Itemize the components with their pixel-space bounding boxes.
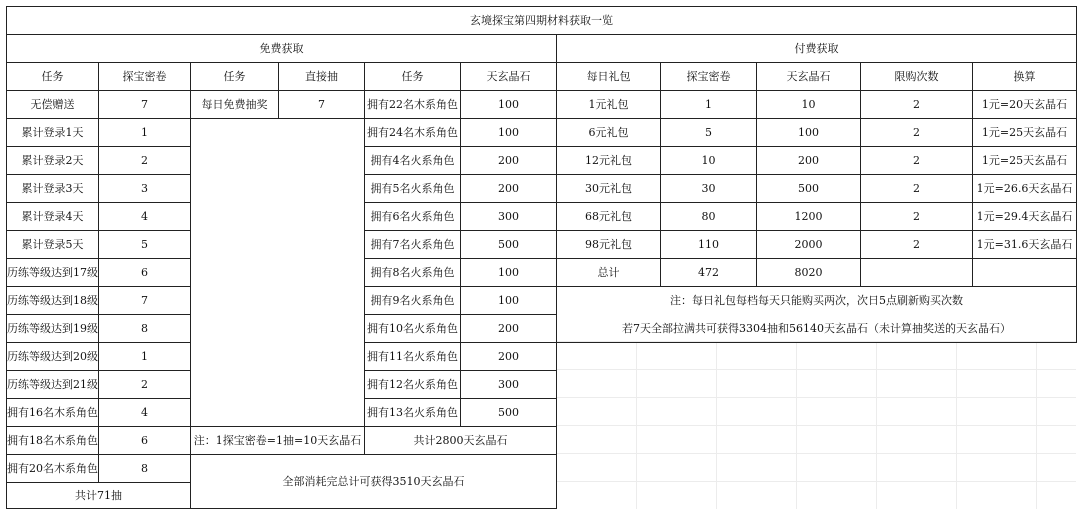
crystal-task-value[interactable]: 200 (460, 174, 557, 203)
crystal-task-value[interactable]: 200 (460, 314, 557, 343)
direct-task-name[interactable]: 每日免费抽奖 (190, 90, 279, 119)
crystal-task-name[interactable]: 拥有22名木系角色 (364, 90, 461, 119)
free-task-scroll[interactable]: 3 (98, 174, 191, 203)
direct-task-value[interactable]: 7 (278, 90, 365, 119)
free-task-name[interactable]: 历练等级达到19级 (6, 314, 99, 343)
crystal-task-name[interactable]: 拥有11名火系角色 (364, 342, 461, 371)
free-task-name[interactable]: 历练等级达到20级 (6, 342, 99, 371)
paid-pack-crystal[interactable]: 10 (756, 90, 861, 119)
crystal-task-value[interactable]: 300 (460, 202, 557, 231)
crystal-task-name[interactable]: 拥有10名火系角色 (364, 314, 461, 343)
free-task-scroll[interactable]: 4 (98, 202, 191, 231)
free-task-scroll[interactable]: 7 (98, 90, 191, 119)
paid-pack-crystal[interactable]: 200 (756, 146, 861, 175)
header-task-3[interactable]: 任务 (364, 62, 461, 91)
crystal-task-value[interactable]: 100 (460, 286, 557, 315)
paid-pack-scroll[interactable]: 10 (660, 146, 757, 175)
paid-pack-name[interactable]: 98元礼包 (556, 230, 661, 259)
paid-pack-name[interactable]: 12元礼包 (556, 146, 661, 175)
scroll-note[interactable]: 注：1探宝密卷=1抽=10天玄晶石 (190, 426, 365, 455)
crystal-task-value[interactable]: 200 (460, 146, 557, 175)
paid-total-crystal[interactable]: 8020 (756, 258, 861, 287)
paid-pack-conversion[interactable]: 1元=20天玄晶石 (972, 90, 1077, 119)
free-task-scroll[interactable]: 8 (98, 454, 191, 483)
paid-pack-crystal[interactable]: 2000 (756, 230, 861, 259)
crystal-task-value[interactable]: 500 (460, 230, 557, 259)
paid-pack-limit[interactable]: 2 (860, 90, 973, 119)
free-task-name[interactable]: 拥有20名木系角色 (6, 454, 99, 483)
crystal-task-value[interactable]: 300 (460, 370, 557, 399)
free-task-scroll[interactable]: 1 (98, 342, 191, 371)
direct-empty-area[interactable] (190, 118, 365, 427)
free-task-scroll[interactable]: 7 (98, 286, 191, 315)
crystal-task-value[interactable]: 100 (460, 118, 557, 147)
header-task-2[interactable]: 任务 (190, 62, 279, 91)
crystal-total[interactable]: 共计2800天玄晶石 (364, 426, 557, 455)
free-task-name[interactable]: 历练等级达到21级 (6, 370, 99, 399)
paid-note-limit[interactable]: 注：每日礼包每档每天只能购买两次，次日5点刷新购买次数 (670, 294, 963, 307)
free-task-name[interactable]: 历练等级达到17级 (6, 258, 99, 287)
crystal-task-name[interactable]: 拥有13名火系角色 (364, 398, 461, 427)
crystal-task-value[interactable]: 500 (460, 398, 557, 427)
paid-pack-limit[interactable]: 2 (860, 230, 973, 259)
paid-pack-name[interactable]: 30元礼包 (556, 174, 661, 203)
crystal-task-name[interactable]: 拥有12名火系角色 (364, 370, 461, 399)
paid-total-scroll[interactable]: 472 (660, 258, 757, 287)
paid-pack-scroll[interactable]: 80 (660, 202, 757, 231)
header-limit[interactable]: 限购次数 (860, 62, 973, 91)
paid-pack-conversion[interactable]: 1元=26.6天玄晶石 (972, 174, 1077, 203)
free-task-name[interactable]: 累计登录2天 (6, 146, 99, 175)
sheet-title[interactable]: 玄境探宝第四期材料获取一览 (6, 6, 1077, 35)
header-paid-crystal[interactable]: 天玄晶石 (756, 62, 861, 91)
empty-grid-area (556, 341, 1076, 509)
crystal-task-name[interactable]: 拥有4名火系角色 (364, 146, 461, 175)
free-task-scroll[interactable]: 6 (98, 258, 191, 287)
paid-pack-scroll[interactable]: 110 (660, 230, 757, 259)
crystal-task-value[interactable]: 200 (460, 342, 557, 371)
paid-pack-scroll[interactable]: 5 (660, 118, 757, 147)
paid-pack-conversion[interactable]: 1元=25天玄晶石 (972, 118, 1077, 147)
paid-total-label[interactable]: 总计 (556, 258, 661, 287)
free-task-scroll[interactable]: 2 (98, 146, 191, 175)
paid-pack-scroll[interactable]: 1 (660, 90, 757, 119)
free-task-scroll[interactable]: 2 (98, 370, 191, 399)
paid-section-header[interactable]: 付费获取 (556, 34, 1077, 63)
paid-pack-conversion[interactable]: 1元=29.4天玄晶石 (972, 202, 1077, 231)
crystal-task-name[interactable]: 拥有24名木系角色 (364, 118, 461, 147)
free-task-scroll[interactable]: 8 (98, 314, 191, 343)
paid-pack-crystal[interactable]: 100 (756, 118, 861, 147)
paid-pack-conversion[interactable]: 1元=25天玄晶石 (972, 146, 1077, 175)
free-task-scroll[interactable]: 1 (98, 118, 191, 147)
free-total[interactable]: 共计71抽 (6, 482, 191, 509)
paid-pack-crystal[interactable]: 1200 (756, 202, 861, 231)
paid-pack-scroll[interactable]: 30 (660, 174, 757, 203)
free-task-name[interactable]: 历练等级达到18级 (6, 286, 99, 315)
free-task-name[interactable]: 拥有18名木系角色 (6, 426, 99, 455)
free-section-header[interactable]: 免费获取 (6, 34, 557, 63)
paid-pack-name[interactable]: 6元礼包 (556, 118, 661, 147)
crystal-task-value[interactable]: 100 (460, 90, 557, 119)
paid-pack-limit[interactable]: 2 (860, 202, 973, 231)
header-daily-pack[interactable]: 每日礼包 (556, 62, 661, 91)
paid-pack-conversion[interactable]: 1元=31.6天玄晶石 (972, 230, 1077, 259)
free-task-name[interactable]: 累计登录3天 (6, 174, 99, 203)
free-task-name[interactable]: 累计登录5天 (6, 230, 99, 259)
free-task-scroll[interactable]: 5 (98, 230, 191, 259)
crystal-task-name[interactable]: 拥有7名火系角色 (364, 230, 461, 259)
crystal-task-name[interactable]: 拥有6名火系角色 (364, 202, 461, 231)
header-scroll[interactable]: 探宝密卷 (98, 62, 191, 91)
paid-pack-name[interactable]: 68元礼包 (556, 202, 661, 231)
header-paid-scroll[interactable]: 探宝密卷 (660, 62, 757, 91)
free-task-scroll[interactable]: 6 (98, 426, 191, 455)
free-task-name[interactable]: 拥有16名木系角色 (6, 398, 99, 427)
free-task-name[interactable]: 累计登录1天 (6, 118, 99, 147)
crystal-task-value[interactable]: 100 (460, 258, 557, 287)
crystal-task-name[interactable]: 拥有5名火系角色 (364, 174, 461, 203)
paid-pack-limit[interactable]: 2 (860, 146, 973, 175)
paid-total-empty-2[interactable] (972, 258, 1077, 287)
header-direct-draw[interactable]: 直接抽 (278, 62, 365, 91)
header-task[interactable]: 任务 (6, 62, 99, 91)
header-crystal[interactable]: 天玄晶石 (460, 62, 557, 91)
paid-total-empty[interactable] (860, 258, 973, 287)
crystal-task-name[interactable]: 拥有8名火系角色 (364, 258, 461, 287)
free-grand-total[interactable]: 全部消耗完总计可获得3510天玄晶石 (190, 454, 557, 509)
paid-pack-name[interactable]: 1元礼包 (556, 90, 661, 119)
paid-pack-limit[interactable]: 2 (860, 174, 973, 203)
free-task-name[interactable]: 累计登录4天 (6, 202, 99, 231)
header-conversion[interactable]: 换算 (972, 62, 1077, 91)
paid-pack-limit[interactable]: 2 (860, 118, 973, 147)
paid-pack-crystal[interactable]: 500 (756, 174, 861, 203)
free-task-scroll[interactable]: 4 (98, 398, 191, 427)
paid-note-summary[interactable]: 若7天全部拉满共可获得3304抽和56140天玄晶石（未计算抽奖送的天玄晶石） (622, 322, 1011, 335)
free-task-name[interactable]: 无偿赠送 (6, 90, 99, 119)
crystal-task-name[interactable]: 拥有9名火系角色 (364, 286, 461, 315)
